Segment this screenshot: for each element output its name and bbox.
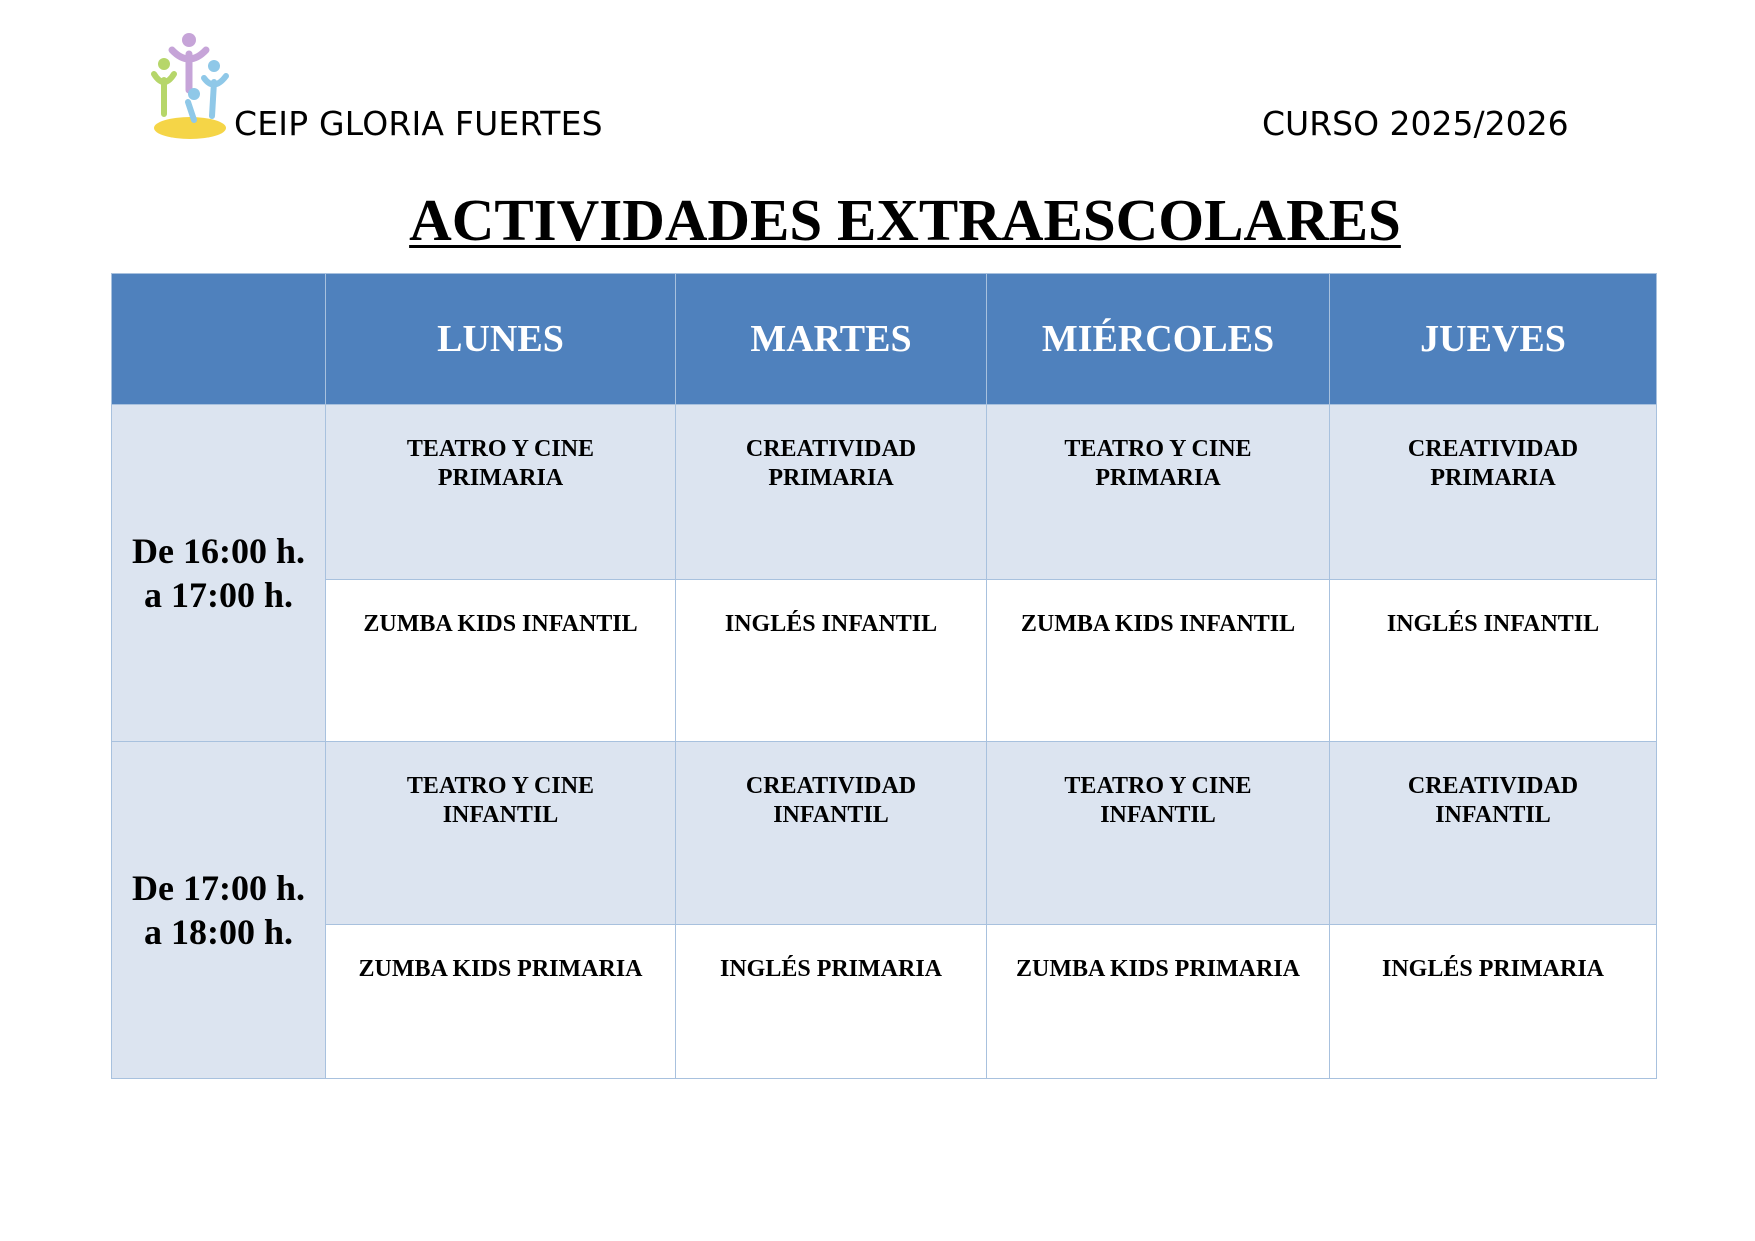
activity-cell: INGLÉS PRIMARIA (1330, 925, 1657, 1079)
page-title: ACTIVIDADES EXTRAESCOLARES (409, 187, 1401, 253)
time-slot-cell (112, 405, 326, 742)
day-header-jueves: JUEVES (1330, 274, 1657, 405)
time-start: De 16:00 h. (132, 531, 305, 571)
activity-level: PRIMARIA (1095, 465, 1221, 491)
activity-cell: ZUMBA KIDS PRIMARIA (987, 925, 1330, 1079)
header-corner (112, 274, 326, 405)
activity-cell (1330, 405, 1657, 580)
course-label: CURSO 2025/2026 (1262, 104, 1569, 143)
table-header-row (112, 274, 1657, 405)
activity-level: INFANTIL (773, 802, 889, 828)
activity-level: INFANTIL (1100, 802, 1216, 828)
activity-cell: ZUMBA KIDS INFANTIL (326, 580, 676, 742)
activity-cell (326, 405, 676, 580)
activity-level: PRIMARIA (1430, 465, 1556, 491)
day-header-miercoles: MIÉRCOLES (987, 274, 1330, 405)
activity-name: CREATIVIDAD (1407, 773, 1579, 799)
time-start: De 17:00 h. (132, 868, 305, 908)
activity-cell: INGLÉS PRIMARIA (676, 925, 987, 1079)
activity-cell (1330, 742, 1657, 925)
activity-cell (987, 405, 1330, 580)
activity-name: CREATIVIDAD (1407, 436, 1579, 462)
time-slot-cell (112, 742, 326, 1079)
activity-name: CREATIVIDAD (745, 773, 917, 799)
activity-cell (326, 742, 676, 925)
time-end: a 18:00 h. (143, 912, 293, 952)
day-header-lunes: LUNES (326, 274, 676, 405)
activity-level: PRIMARIA (768, 465, 894, 491)
table-row (112, 925, 1657, 1079)
activity-cell (987, 742, 1330, 925)
activity-cell (676, 742, 987, 925)
table-row (112, 580, 1657, 742)
activity-cell: ZUMBA KIDS PRIMARIA (326, 925, 676, 1079)
activity-level: INFANTIL (442, 802, 559, 828)
school-logo (150, 30, 232, 142)
activity-cell (676, 405, 987, 580)
table-row (112, 405, 1657, 580)
time-end: a 17:00 h. (143, 575, 293, 615)
activity-name: TEATRO Y CINE (406, 436, 595, 462)
activity-name: CREATIVIDAD (745, 436, 917, 462)
activity-level: INFANTIL (1435, 802, 1551, 828)
table-row (112, 742, 1657, 925)
day-header-martes: MARTES (676, 274, 987, 405)
activity-level: PRIMARIA (437, 465, 564, 491)
school-name: CEIP GLORIA FUERTES (234, 104, 603, 143)
activity-cell: ZUMBA KIDS INFANTIL (987, 580, 1330, 742)
schedule-table (111, 273, 1657, 1079)
activity-cell: INGLÉS INFANTIL (676, 580, 987, 742)
activity-name: TEATRO Y CINE (406, 773, 595, 799)
activity-name: TEATRO Y CINE (1064, 773, 1252, 799)
activity-name: TEATRO Y CINE (1064, 436, 1252, 462)
activity-cell: INGLÉS INFANTIL (1330, 580, 1657, 742)
